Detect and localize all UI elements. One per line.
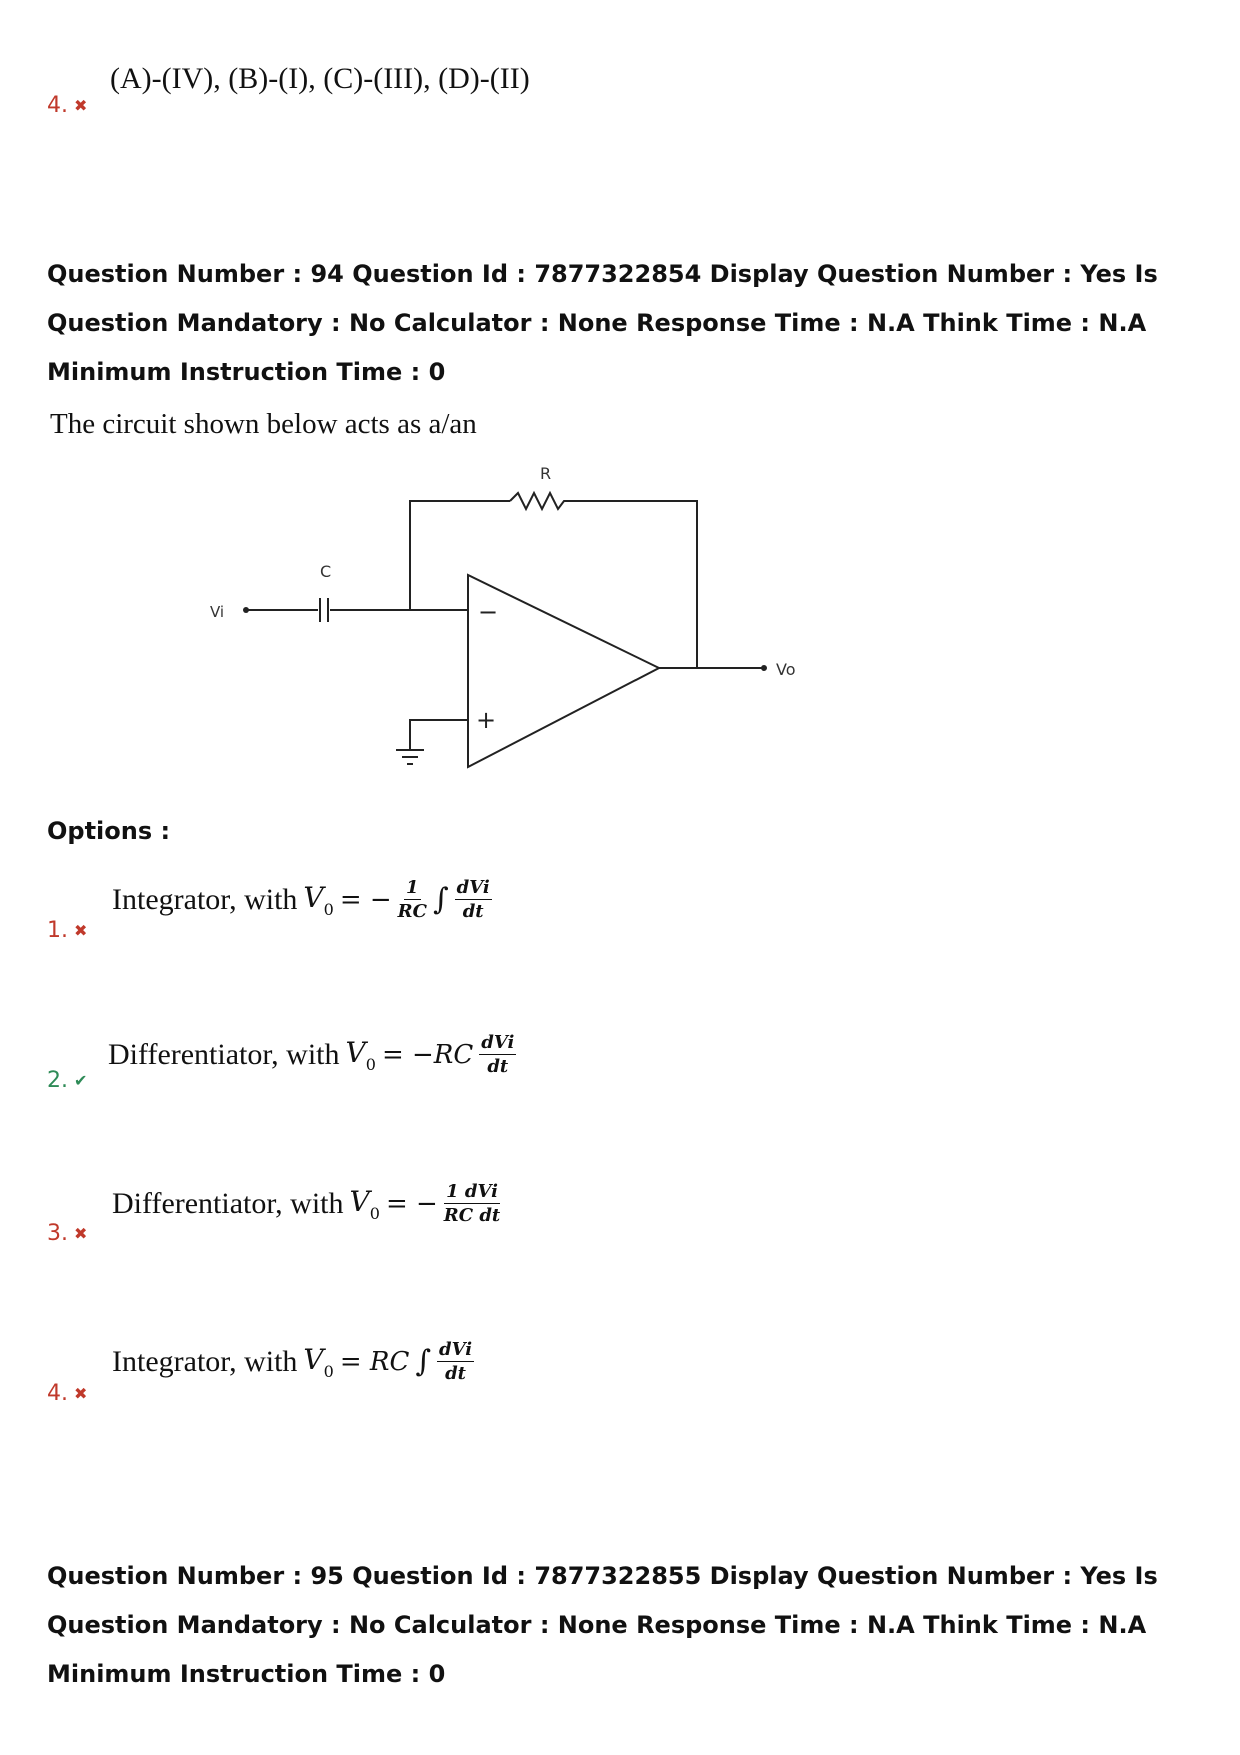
fraction-dvi-dt xyxy=(437,1340,474,1384)
option-3-formula[interactable] xyxy=(112,1182,500,1226)
vo-label: Vo xyxy=(776,660,796,679)
numerator: dVi xyxy=(481,1032,515,1053)
option-text: Integrator, with xyxy=(112,882,298,916)
vi-label: Vi xyxy=(210,603,225,621)
option-text: Differentiator, with xyxy=(108,1037,340,1071)
option-number: 4. xyxy=(47,1381,68,1406)
integral-sign: ∫ xyxy=(432,882,449,918)
vi-terminal xyxy=(243,607,249,613)
option-1-number xyxy=(47,918,87,943)
option-number: 3. xyxy=(47,1221,68,1246)
numerator: dVi xyxy=(456,877,490,898)
v0-letter: V xyxy=(345,1035,366,1069)
v0-letter: V xyxy=(303,1342,324,1376)
denominator: dt xyxy=(462,900,484,922)
equals-sign: = − xyxy=(385,1188,438,1219)
numerator: 1 xyxy=(406,877,419,898)
fraction-dvi-dt xyxy=(479,1033,516,1077)
denominator: RC xyxy=(397,900,427,922)
feedback-wire xyxy=(410,501,510,610)
option-text: Differentiator, with xyxy=(112,1186,344,1220)
equals-rc: = RC xyxy=(339,1346,410,1377)
equals-sign: = − xyxy=(339,884,392,915)
equals-neg-rc: = −RC xyxy=(381,1039,474,1070)
option-2-formula[interactable] xyxy=(108,1033,516,1077)
option-4-formula[interactable] xyxy=(112,1340,474,1384)
question-94-prompt: The circuit shown below acts as a/an xyxy=(50,408,477,440)
v0-letter: V xyxy=(349,1184,370,1218)
noninverting-input-sign: + xyxy=(476,706,497,734)
v0-symbol xyxy=(346,1036,376,1074)
option-2-number xyxy=(47,1068,87,1093)
denominator: RC dt xyxy=(443,1204,501,1226)
wrong-mark-icon: ✖ xyxy=(74,96,88,115)
option-text: Integrator, with xyxy=(112,1344,298,1378)
option-number: 2. xyxy=(47,1068,68,1093)
fraction-1-over-rc xyxy=(398,878,427,922)
options-label: Options : xyxy=(47,817,171,845)
inverting-input-sign: − xyxy=(478,598,499,626)
v0-symbol xyxy=(303,881,333,919)
capacitor-label: C xyxy=(320,562,332,581)
denominator: dt xyxy=(445,1362,466,1384)
v0-subscript: 0 xyxy=(369,1203,380,1223)
v0-subscript: 0 xyxy=(323,1361,334,1381)
prev-option-4-text: (A)-(IV), (B)-(I), (C)-(III), (D)-(II) xyxy=(110,62,530,95)
wrong-mark-icon: ✖ xyxy=(74,1224,88,1243)
option-4-number xyxy=(47,1381,87,1406)
v0-subscript: 0 xyxy=(323,899,334,919)
question-94-header: Question Number : 94 Question Id : 7877322854 Display Question Number : Yes Is Question Mandatory : No Calculator : None Response Time : N.A Think Time : N.A Minimum Instruction Time : 0 xyxy=(47,260,1158,386)
numerator: 1 dVi xyxy=(446,1181,498,1202)
v0-symbol xyxy=(303,1343,333,1381)
ground-wire xyxy=(410,720,468,750)
resistor-label: R xyxy=(540,464,552,483)
option-number: 4. xyxy=(47,93,68,118)
question-95-header: Question Number : 95 Question Id : 7877322855 Display Question Number : Yes Is Question Mandatory : No Calculator : None Response Time : N.A Think Time : N.A Minimum Instruction Time : 0 xyxy=(47,1562,1158,1688)
v0-letter: V xyxy=(303,880,324,914)
prev-option-4-number xyxy=(47,93,87,118)
option-1-formula[interactable] xyxy=(112,878,492,922)
option-number: 1. xyxy=(47,918,68,943)
wrong-mark-icon: ✖ xyxy=(74,921,88,940)
denominator: dt xyxy=(487,1055,509,1077)
op-amp-differentiator-circuit xyxy=(200,455,820,805)
check-mark-icon: ✔ xyxy=(74,1071,88,1090)
integral-sign: ∫ xyxy=(415,1344,431,1380)
option-3-number xyxy=(47,1221,87,1246)
vo-terminal xyxy=(761,665,767,671)
fraction-1-dvi-over-rc-dt xyxy=(444,1182,500,1226)
wrong-mark-icon: ✖ xyxy=(74,1384,88,1403)
fraction-dvi-dt xyxy=(455,878,492,922)
v0-symbol xyxy=(350,1185,380,1223)
numerator: dVi xyxy=(439,1339,473,1360)
v0-subscript: 0 xyxy=(365,1054,376,1074)
